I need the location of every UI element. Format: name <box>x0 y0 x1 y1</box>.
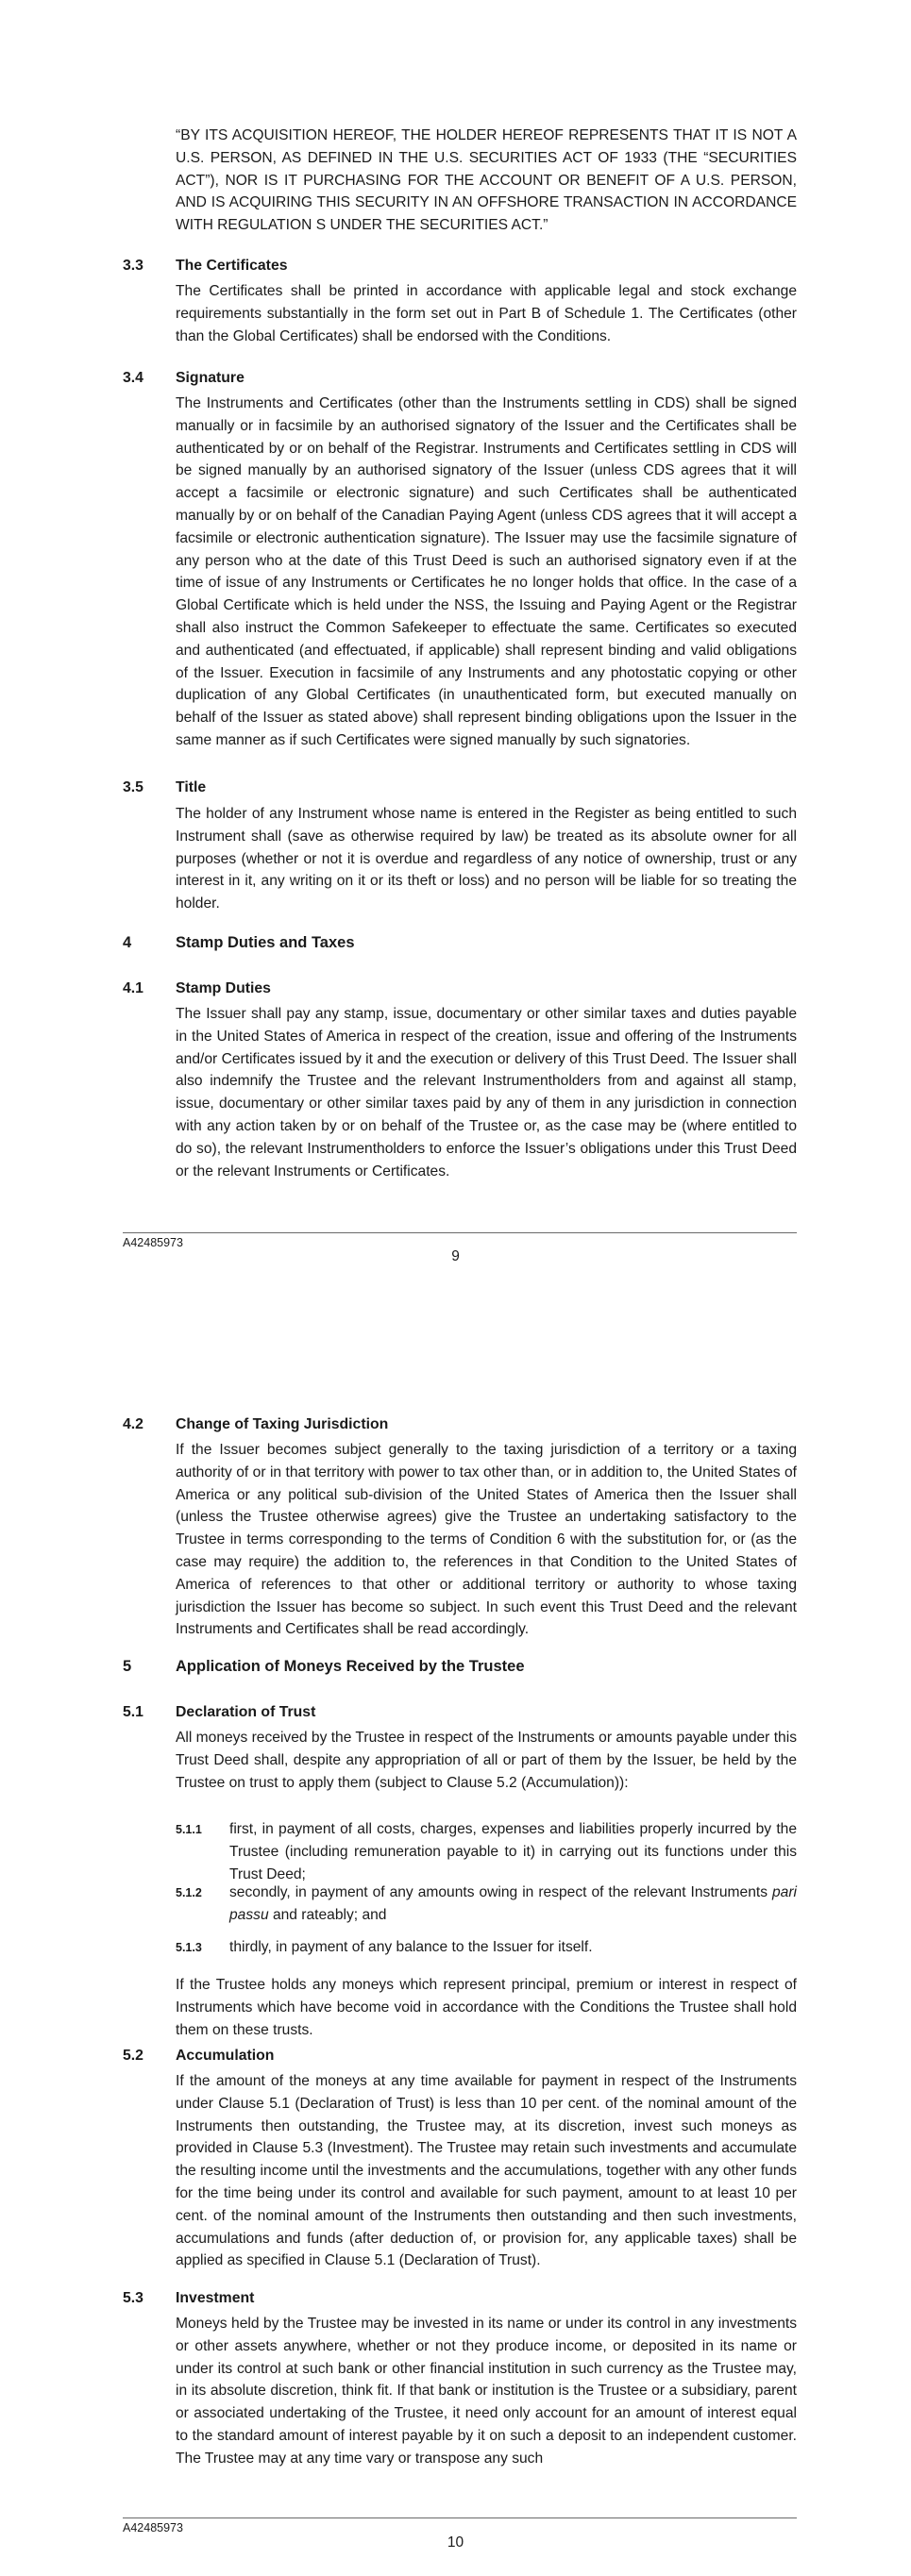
section-number-4-1: 4.1 <box>123 980 143 996</box>
section-title-application-of-moneys: Application of Moneys Received by the Trustee <box>176 1658 525 1675</box>
clause-text-5-1-2-italic: pari passu <box>229 1884 797 1923</box>
section-number-5-1: 5.1 <box>123 1704 143 1720</box>
section-body-title: The holder of any Instrument whose name is entered in the Register as being entitled to such Instrument shall (save as otherwise required by law) be treated as its absolute owner for all purposes (whether or not it is overdue and regardless of any notice of ownership, trust or any interest in it, any writing on it or its theft or loss) and no person will be liable for so treating the holder. <box>176 806 797 912</box>
section-body-accumulation: If the amount of the moneys at any time available for payment in respect of the Instruments under Clause 5.1 (Declaration of Trust) is less than 10 per cent. of the nominal amount of the Instruments then outstanding, the Trustee may, at its discretion, invest such moneys as provided in Clause 5.3 (Investment). The Trustee may retain such investments and accumulate the resulting income until the investments and the accumulations, together with any other funds for the time being under its control and available for such payment, amount to at least 10 per cent. of the nominal amount of the Instruments then outstanding and then such investments, accumulations and funds (after deduction of, or provision for, any applicable taxes) shall be applied as specified in Clause 5.1 (Declaration of Trust). <box>176 2073 797 2269</box>
section-number-4: 4 <box>123 934 132 951</box>
clause-text-5-1-3: thirdly, in payment of any balance to the Issuer for itself. <box>229 1939 593 1955</box>
section-title-change-of-taxing-jurisdiction: Change of Taxing Jurisdiction <box>176 1416 389 1432</box>
section-body-investment: Moneys held by the Trustee may be invested in its name or under its control in any investments or other assets anywhere, whether or not they produce income, or deposited in its name or under its control at such bank or other financial institution in such currency as the Trustee may, in its absolute discretion, think fit. If that bank or institution is the Trustee or a subsidiary, parent or associated undertaking of the Trustee, it need only account for an amount of interest equal to the standard amount of interest payable by it on such a deposit to an independent customer. The Trustee may at any time vary or transpose any such <box>176 2316 797 2467</box>
clause-number-5-1-1: 5.1.1 <box>176 1823 202 1836</box>
page-number: 9 <box>451 1248 460 1264</box>
document-reference: A42485973 <box>123 2521 183 2534</box>
section-body-signature: The Instruments and Certificates (other than the Instruments settling in CDS) shall be signed manually or in facsimile by an authorised signatory of the Issuer and the Certificates shall be authenticated by or on behalf of the Registrar. Instruments and Certificates settling in CDS will be signed manually by an authorised signatory of the Issuer (unless CDS agrees that it will accept a facsimile or electronic signature) and such Certificates shall be authenticated manually by or on behalf of the Canadian Paying Agent (unless CDS agrees that it will accept a facsimile or electronic authentication signature). The Issuer may use the facsimile signature of any person who at the date of this Trust Deed is such an authorised signatory even if at the time of issue of any Instruments or Certificates he no longer holds that office. In the case of a Global Certificate which is held under the NSS, the Issuing and Paying Agent or the Registrar shall also instruct the Common Safekeeper to effectuate the same. Certificates so executed and authenticated (and effectuated, if applicable) shall represent binding and valid obligations of the Issuer. Execution in facsimile of any Instruments and any photostatic copying or other duplication of any Global Certificates (in unauthenticated form, but executed manually on behalf of the Issuer as stated above) shall represent binding obligations upon the Issuer in the same manner as if such Certificates were signed manually by such signatories. <box>176 395 797 748</box>
section-intro-declaration-of-trust: All moneys received by the Trustee in respect of the Instruments or amounts payable under this Trust Deed shall, despite any appropriation of all or part of them by the Issuer, be held by the Trustee on trust to apply them (subject to Clause 5.2 (Accumulation)): <box>176 1730 797 1791</box>
section-number-3-3: 3.3 <box>123 258 143 274</box>
clause-text-5-1-2 <box>229 1882 797 1927</box>
section-number-5-3: 5.3 <box>123 2290 143 2306</box>
section-title-stamp-duties-and-taxes: Stamp Duties and Taxes <box>176 934 355 951</box>
clause-text-5-1-1: first, in payment of all costs, charges, expenses and liabilities properly incurred by the Trustee (including remuneration payable to it) in carrying out its functions under this Trust Deed; <box>229 1821 797 1882</box>
section-number-5-2: 5.2 <box>123 2048 143 2064</box>
document-page-10 <box>0 1295 911 2576</box>
footer-divider <box>123 1232 797 1233</box>
section-closing-declaration-of-trust: If the Trustee holds any moneys which represent principal, premium or interest in respect of Instruments which have become void in accordance with the Conditions the Trustee shall hold them on these trusts. <box>176 1977 797 2038</box>
clause-number-5-1-2: 5.1.2 <box>176 1886 202 1899</box>
securities-act-legend: “BY ITS ACQUISITION HEREOF, THE HOLDER HEREOF REPRESENTS THAT IT IS NOT A U.S. PERSON, AS DEFINED IN THE U.S. SECURITIES ACT OF 1933 (THE “SECURITIES ACT”), NOR IS IT PURCHASING FOR THE ACCOUNT OR BENEFIT OF A U.S. PERSON, AND IS ACQUIRING THIS SECURITY IN AN OFFSHORE TRANSACTION IN ACCORDANCE WITH REGULATION S UNDER THE SECURITIES ACT.” <box>176 127 797 234</box>
section-body-change-of-taxing-jurisdiction: If the Issuer becomes subject generally to the taxing jurisdiction of a territory or a taxing authority of or in that territory with power to tax other than, or in addition to, the United States of America or any political sub-division of the United States of America then the Issuer shall (unless the Trustee otherwise agrees) give the Trustee an undertaking satisfactory to the Trustee in terms corresponding to the terms of Condition 6 with the substitution for, or (as the case may require) the addition to, the references in that Condition to the United States of America of references to that other or additional territory or authority to whose taxing jurisdiction the Issuer has become so subject. In such event this Trust Deed and the relevant Instruments and Certificates shall be read accordingly. <box>176 1442 797 1638</box>
section-body-the-certificates: The Certificates shall be printed in accordance with applicable legal and stock exchange requirements substantially in the form set out in Part B of Schedule 1. The Certificates (other than the Global Certificates) shall be endorsed with the Conditions. <box>176 283 797 344</box>
section-number-3-4: 3.4 <box>123 370 143 386</box>
section-title-accumulation: Accumulation <box>176 2048 275 2064</box>
document-reference: A42485973 <box>123 1236 183 1249</box>
clause-text-5-1-2-start: secondly, in payment of any amounts owing in respect of the relevant Instruments <box>229 1884 772 1900</box>
section-title-title: Title <box>176 779 207 795</box>
section-body-stamp-duties: The Issuer shall pay any stamp, issue, documentary or other similar taxes and duties payable in the United States of America in respect of the creation, issue and offering of the Instruments and/or Certificates issued by it and the execution or delivery of this Trust Deed. The Issuer shall also indemnify the Trustee and the relevant Instrumentholders from and against all stamp, issue, documentary or other similar taxes paid by any of them in any jurisdiction in connection with any action taken by or on behalf of the Trustee or, as the case may be (where entitled to do so), the relevant Instrumentholders to enforce the Issuer’s obligations under this Trust Deed or the relevant Instruments or Certificates. <box>176 1006 797 1179</box>
section-title-the-certificates: The Certificates <box>176 258 288 274</box>
section-number-5: 5 <box>123 1658 132 1675</box>
section-number-4-2: 4.2 <box>123 1416 143 1432</box>
clause-number-5-1-3: 5.1.3 <box>176 1941 202 1954</box>
section-title-investment: Investment <box>176 2290 255 2306</box>
section-title-signature: Signature <box>176 370 245 386</box>
section-title-stamp-duties: Stamp Duties <box>176 980 271 996</box>
section-title-declaration-of-trust: Declaration of Trust <box>176 1704 316 1720</box>
section-number-3-5: 3.5 <box>123 779 143 795</box>
footer-divider <box>123 2517 797 2518</box>
page-number: 10 <box>447 2534 464 2551</box>
clause-text-5-1-2-end: and rateably; and <box>268 1906 387 1923</box>
